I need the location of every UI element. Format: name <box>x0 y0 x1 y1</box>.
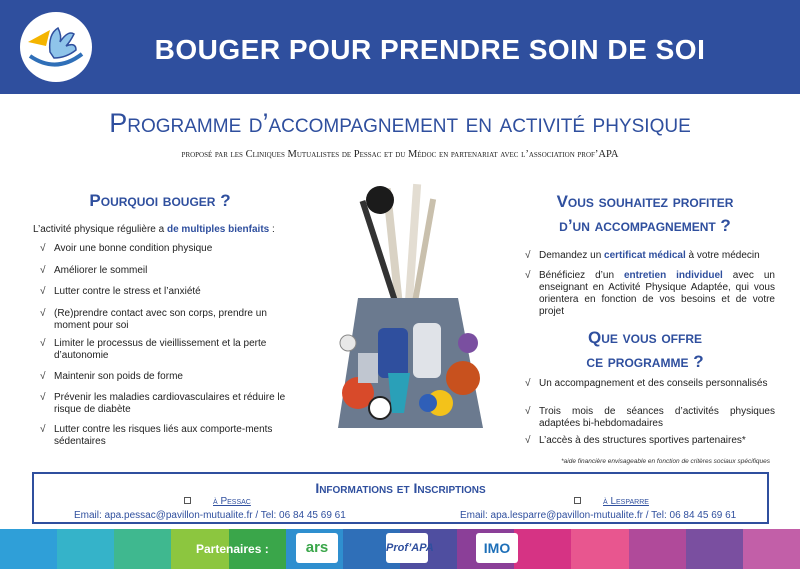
list-item-text: Avoir une bonne condition physique <box>54 243 213 254</box>
list-item-highlight: entretien individuel <box>623 270 723 281</box>
list-item-highlight: certificat médical <box>604 250 686 261</box>
profit-title-line1: Vous souhaitez profiter <box>556 192 734 211</box>
why-title: Pourquoi bouger ? <box>89 191 231 210</box>
imo-logo: IMO <box>476 533 518 563</box>
list-item-text: Améliorer le sommeil <box>54 265 148 276</box>
financial-aid-note: *aide financière envisageable en fonction de critères sociaux spécifiques <box>561 458 770 465</box>
list-item <box>525 270 775 318</box>
list-item <box>525 435 775 447</box>
check-icon: √ <box>40 371 46 382</box>
list-item <box>40 243 212 255</box>
location-label: à Pessac <box>213 496 251 507</box>
check-icon: √ <box>525 250 531 261</box>
check-icon: √ <box>525 435 531 446</box>
list-item-text: Un accompagnement et des conseils personnalisés <box>539 378 768 389</box>
info-title: Informations et Inscriptions <box>315 480 486 496</box>
pessac-contact[interactable]: Email: apa.pessac@pavillon-mutualite.fr / Tel: 06 84 45 69 61 <box>74 510 346 521</box>
color-segment <box>57 529 114 569</box>
list-item-text: Trois mois de séances d’activités physiques adaptées bi-hebdomadaires <box>539 406 775 429</box>
program-title: Programme d’accompagnement en activité physique <box>109 108 691 138</box>
check-icon: √ <box>40 243 46 254</box>
list-item-text: Maintenir son poids de forme <box>54 371 183 382</box>
checkbox-icon[interactable] <box>574 497 581 504</box>
partners-label: Partenaires : <box>196 542 269 556</box>
offer-title <box>520 326 770 374</box>
list-item-text: L’accès à des structures sportives partenaires* <box>539 435 746 446</box>
prof-apa-logo: Prof’APA <box>386 533 428 563</box>
list-item-text: Demandez un <box>539 250 605 261</box>
location-label: à Lesparre <box>603 496 649 507</box>
check-icon: √ <box>40 286 46 297</box>
check-icon: √ <box>525 270 531 281</box>
color-segment <box>514 529 571 569</box>
check-icon: √ <box>40 392 46 403</box>
offer-title-line2: ce programme ? <box>586 352 704 371</box>
list-item-text: à votre médecin <box>685 250 760 261</box>
check-icon: √ <box>525 378 531 389</box>
offer-title-line1: Que vous offre <box>587 328 702 347</box>
profit-title <box>520 190 770 238</box>
check-icon: √ <box>40 338 46 349</box>
list-item-text: Prévenir les maladies cardiovasculaires et réduire le risque de diabète <box>54 392 286 415</box>
program-subtitle: proposé par les Cliniques Mutualistes de Pessac et du Médoc en partenariat avec l’association prof’APA <box>181 149 619 160</box>
color-segment <box>686 529 743 569</box>
color-segment <box>743 529 800 569</box>
intro-suffix: : <box>269 224 275 235</box>
list-item-text: Bénéficiez d’un <box>539 270 624 281</box>
list-item <box>40 424 290 448</box>
check-icon: √ <box>40 424 46 435</box>
check-icon: √ <box>525 406 531 417</box>
list-item <box>525 406 775 430</box>
list-item <box>40 338 290 362</box>
lesparre-contact[interactable]: Email: apa.lesparre@pavillon-mutualite.fr / Tel: 06 84 45 69 61 <box>460 510 737 521</box>
check-icon: √ <box>40 265 46 276</box>
checkbox-icon[interactable] <box>184 497 191 504</box>
intro-text: L’activité physique régulière a <box>33 224 167 235</box>
hand-logo-icon <box>20 12 92 82</box>
list-item <box>40 392 290 416</box>
color-segment <box>114 529 171 569</box>
check-icon: √ <box>40 308 46 319</box>
list-item <box>525 250 775 262</box>
profit-title-line2: d’un accompagnement ? <box>559 216 731 235</box>
sports-equipment-image <box>318 178 498 428</box>
list-item <box>40 286 201 298</box>
ars-logo: ars <box>296 533 338 563</box>
list-item <box>40 371 183 383</box>
list-item <box>525 378 775 390</box>
intro-highlight: de multiples bienfaits <box>166 224 270 235</box>
color-segment <box>0 529 57 569</box>
color-segment <box>571 529 628 569</box>
list-item-text: Lutter contre les risques liés aux comporte-ments sédentaires <box>54 424 273 447</box>
list-item-text: Limiter le processus de vieillissement et la perte d’autonomie <box>54 338 267 361</box>
color-segment <box>629 529 686 569</box>
list-item <box>40 308 290 332</box>
pessac-location[interactable] <box>184 496 251 507</box>
list-item-text: (Re)prendre contact avec son corps, prendre un moment pour soi <box>54 308 267 331</box>
header-banner <box>0 0 800 94</box>
info-box <box>32 472 769 524</box>
page-title: BOUGER POUR PRENDRE SOIN DE SOI <box>154 34 706 65</box>
list-item-text: Lutter contre le stress et l’anxiété <box>54 286 201 297</box>
list-item <box>40 265 147 277</box>
list-item-text: avec un enseignant en Activité Physique Adaptée, qui vous orientera en fonction de vos besoins et de votre projet <box>539 270 775 317</box>
why-intro <box>33 223 303 236</box>
lesparre-location[interactable] <box>574 496 649 507</box>
